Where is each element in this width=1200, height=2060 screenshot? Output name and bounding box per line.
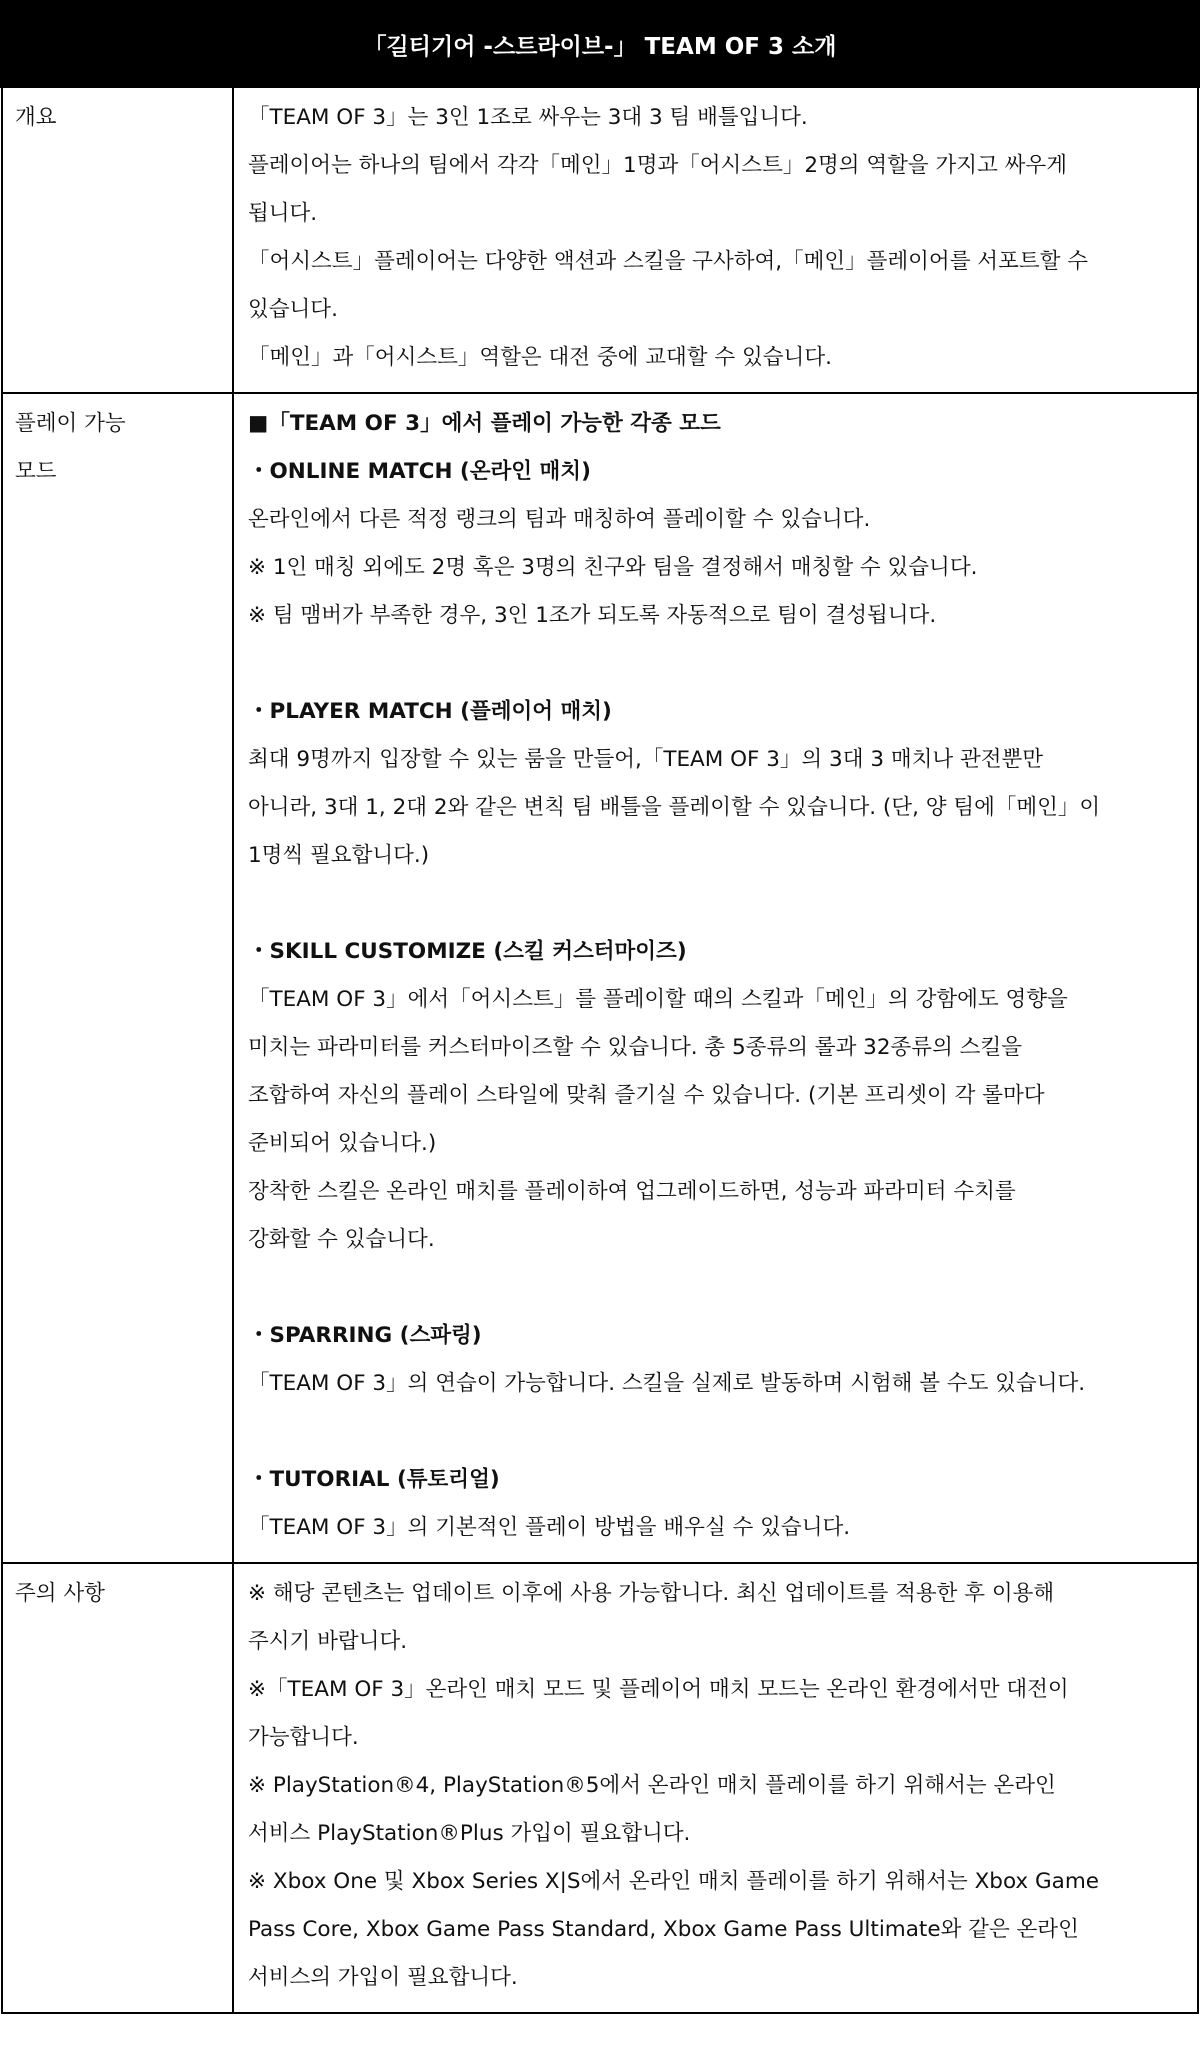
row-label xyxy=(2,393,233,1563)
row-label-line: 주의 사항 xyxy=(15,1581,105,1606)
content-line: 「TEAM OF 3」에서「어시스트」를 플레이할 때의 스킬과「메인」의 강함에도 영향을 xyxy=(248,987,1068,1012)
content-line: ※ Xbox One 및 Xbox Series X|S에서 온라인 매치 플레이를 하기 위해서는 Xbox Game xyxy=(248,1869,1100,1894)
content-line: 「TEAM OF 3」의 연습이 가능합니다. 스킬을 실제로 발동하며 시험해 볼 수도 있습니다. xyxy=(248,1371,1086,1396)
table-row xyxy=(2,393,1198,1563)
content-line: 가능합니다. xyxy=(248,1725,359,1750)
content-line: 주시기 바랍니다. xyxy=(248,1629,408,1654)
row-label xyxy=(2,88,233,393)
content-line: 「TEAM OF 3」의 기본적인 플레이 방법을 배우실 수 있습니다. xyxy=(248,1515,851,1540)
section-heading: ・TUTORIAL (튜토리얼) xyxy=(248,1467,500,1492)
content-line: 「메인」과「어시스트」역할은 대전 중에 교대할 수 있습니다. xyxy=(248,345,832,370)
content-line: 미치는 파라미터를 커스터마이즈할 수 있습니다. 총 5종류의 롤과 32종류의 스킬을 xyxy=(248,1035,1022,1060)
content-line: ※ 1인 매칭 외에도 2명 혹은 3명의 친구와 팀을 결정해서 매칭할 수 있습니다. xyxy=(248,555,978,580)
row-content xyxy=(233,1563,1198,2013)
blank-line xyxy=(248,1408,1181,1456)
content-line: ※ 팀 맴버가 부족한 경우, 3인 1조가 되도록 자동적으로 팀이 결성됩니다. xyxy=(248,603,937,628)
section-heading: ■「TEAM OF 3」에서 플레이 가능한 각종 모드 xyxy=(248,411,721,436)
row-label-line: 모드 xyxy=(15,459,57,484)
content-line: 준비되어 있습니다.) xyxy=(248,1131,437,1156)
content-line: 아니라, 3대 1, 2대 2와 같은 변칙 팀 배틀을 플레이할 수 있습니다. (단, 양 팀에「메인」이 xyxy=(248,795,1101,820)
section-heading: ・SKILL CUSTOMIZE (스킬 커스터마이즈) xyxy=(248,939,687,964)
content-line: 됩니다. xyxy=(248,201,318,226)
table-row xyxy=(2,1563,1198,2013)
content-line: 1명씩 필요합니다.) xyxy=(248,843,430,868)
blank-line xyxy=(248,640,1181,688)
blank-line xyxy=(248,1264,1181,1312)
content-line: ※ PlayStation®4, PlayStation®5에서 온라인 매치 플레이를 하기 위해서는 온라인 xyxy=(248,1773,1056,1798)
content-line: 온라인에서 다른 적정 랭크의 팀과 매칭하여 플레이할 수 있습니다. xyxy=(248,507,871,532)
content-line: 있습니다. xyxy=(248,297,338,322)
table-row xyxy=(2,88,1198,393)
content-line: 서비스 PlayStation®Plus 가입이 필요합니다. xyxy=(248,1821,691,1846)
content-line: 「TEAM OF 3」는 3인 1조로 싸우는 3대 3 팀 배틀입니다. xyxy=(248,105,808,130)
section-heading: ・SPARRING (스파링) xyxy=(248,1323,482,1348)
content-line: 플레이어는 하나의 팀에서 각각「메인」1명과「어시스트」2명의 역할을 가지고 싸우게 xyxy=(248,153,1067,178)
content-line: ※「TEAM OF 3」온라인 매치 모드 및 플레이어 매치 모드는 온라인 환경에서만 대전이 xyxy=(248,1677,1069,1702)
row-label-line: 플레이 가능 xyxy=(15,411,126,436)
content-line: Pass Core, Xbox Game Pass Standard, Xbox Game Pass Ultimate와 같은 온라인 xyxy=(248,1917,1079,1942)
content-line: 최대 9명까지 입장할 수 있는 룸을 만들어,「TEAM OF 3」의 3대 3 매치나 관전뿐만 xyxy=(248,747,1044,772)
row-content xyxy=(233,88,1198,393)
content-line: 강화할 수 있습니다. xyxy=(248,1227,435,1252)
section-heading: ・ONLINE MATCH (온라인 매치) xyxy=(248,459,591,484)
row-label xyxy=(2,1563,233,2013)
info-table xyxy=(1,88,1199,2014)
content-line: 「어시스트」플레이어는 다양한 액션과 스킬을 구사하여,「메인」플레이어를 서포트할 수 xyxy=(248,249,1088,274)
content-line: 서비스의 가입이 필요합니다. xyxy=(248,1965,518,1990)
row-content xyxy=(233,393,1198,1563)
content-line: 장착한 스킬은 온라인 매치를 플레이하여 업그레이드하면, 성능과 파라미터 수치를 xyxy=(248,1179,1016,1204)
content-line: 조합하여 자신의 플레이 스타일에 맞춰 즐기실 수 있습니다. (기본 프리셋이 각 롤마다 xyxy=(248,1083,1045,1108)
blank-line xyxy=(248,880,1181,928)
section-heading: ・PLAYER MATCH (플레이어 매치) xyxy=(248,699,612,724)
content-line: ※ 해당 콘텐츠는 업데이트 이후에 사용 가능합니다. 최신 업데이트를 적용한 후 이용해 xyxy=(248,1581,1055,1606)
row-label-line: 개요 xyxy=(15,105,57,130)
page-title: 「길티기어 -스트라이브-」 TEAM OF 3 소개 xyxy=(0,0,1200,88)
